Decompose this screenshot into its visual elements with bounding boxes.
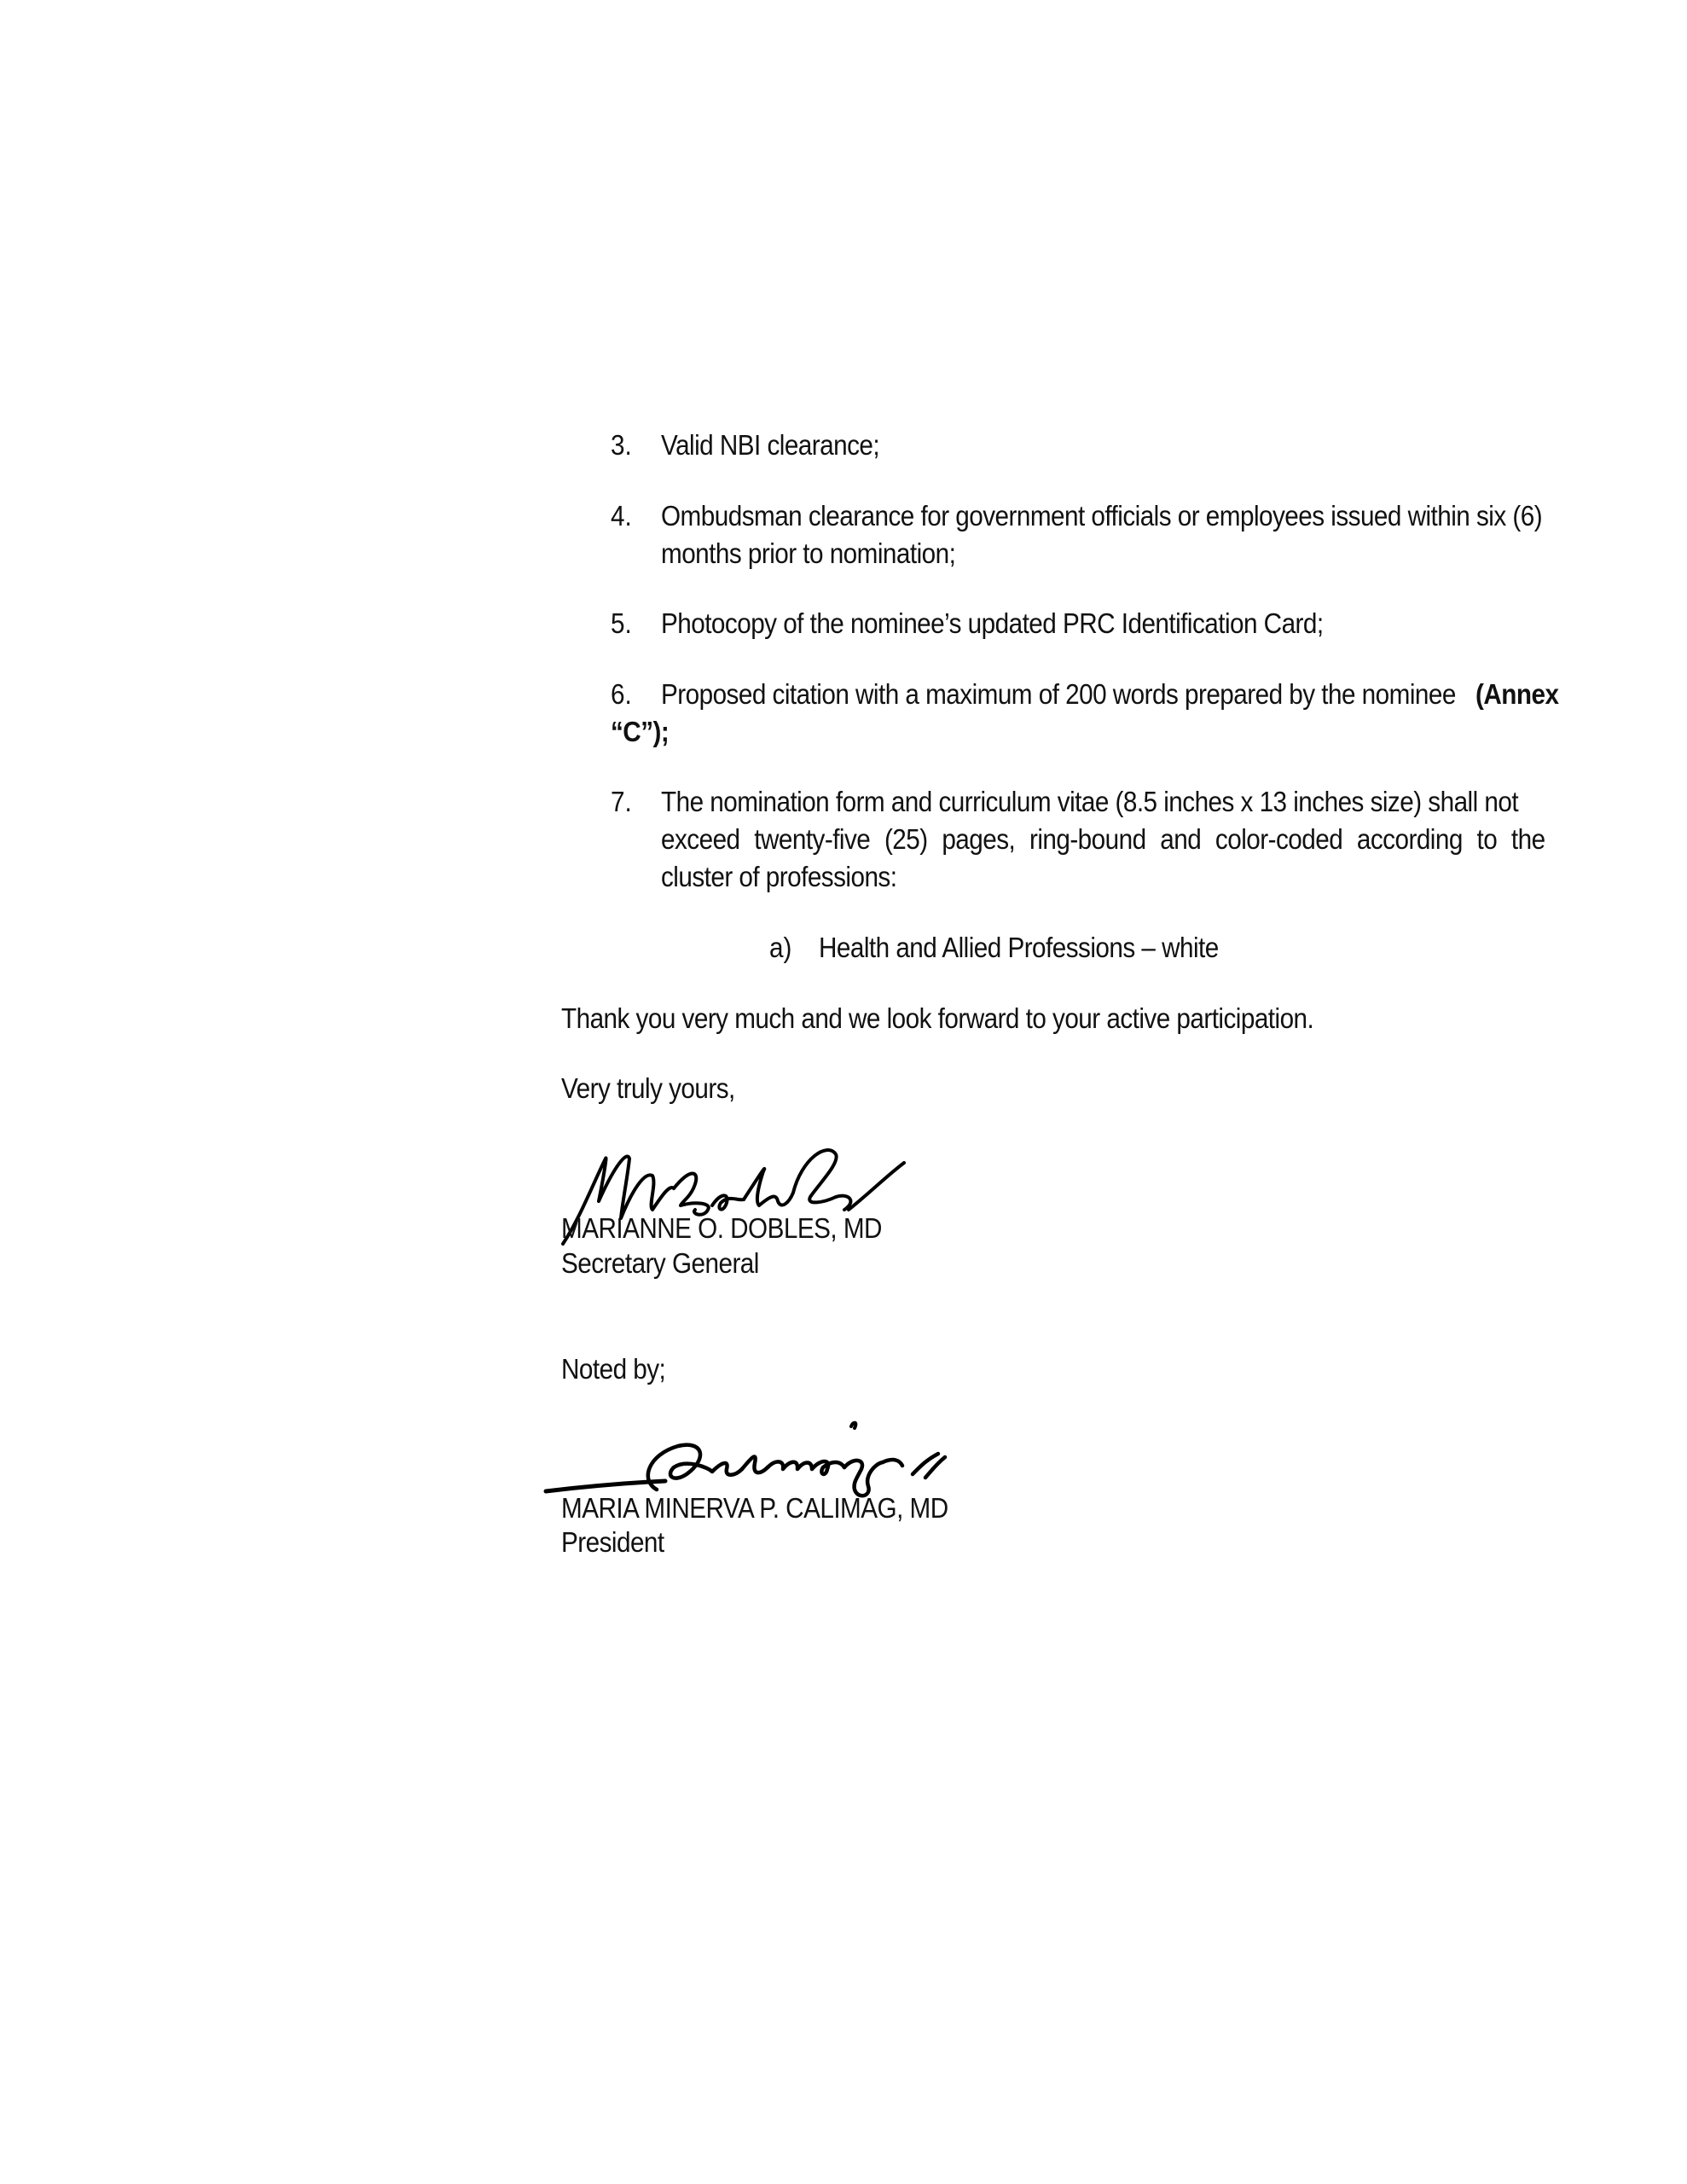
list-number-7: 7. [611,786,632,817]
valediction: Very truly yours, [561,1072,735,1104]
signatory-2-title: President [561,1526,664,1558]
list-item-5-text: Photocopy of the nominee’s updated PRC Identification Card; [661,607,1324,639]
noted-by-label: Noted by; [561,1353,666,1385]
list-item-4-text-line2: months prior to nomination; [661,537,956,569]
list-number-6: 6. [611,678,632,710]
list-item-6-text: Proposed citation with a maximum of 200 words prepared by the nominee [661,678,1456,710]
signatory-1-title: Secretary General [561,1247,759,1279]
signatory-1-name: MARIANNE O. DOBLES, MD [561,1212,882,1244]
closing-sentence: Thank you very much and we look forward to your active participation. [561,1002,1314,1034]
annex-reference-b: “C”); [611,716,670,747]
list-number-4: 4. [611,500,632,531]
list-item-7-text-line1: The nomination form and curriculum vitae (8.5 inches x 13 inches size) shall not [661,786,1519,817]
list-number-5: 5. [611,607,632,639]
list-item-7-text-line2: exceed twenty-five (25) pages, ring-bound and color-coded according to the [661,823,1545,855]
sub-item-label-a: a) [769,932,792,963]
list-item-3-text: Valid NBI clearance; [661,429,880,461]
list-item-7-text-line3: cluster of professions: [661,861,897,892]
sub-item-a-text: Health and Allied Professions – white [819,932,1219,963]
signatory-2-name: MARIA MINERVA P. CALIMAG, MD [561,1492,948,1524]
list-item-4-text-line1: Ombudsman clearance for government officials or employees issued within six (6) [661,500,1543,531]
list-number-3: 3. [611,429,632,461]
annex-reference-a: (Annex [1475,678,1559,710]
